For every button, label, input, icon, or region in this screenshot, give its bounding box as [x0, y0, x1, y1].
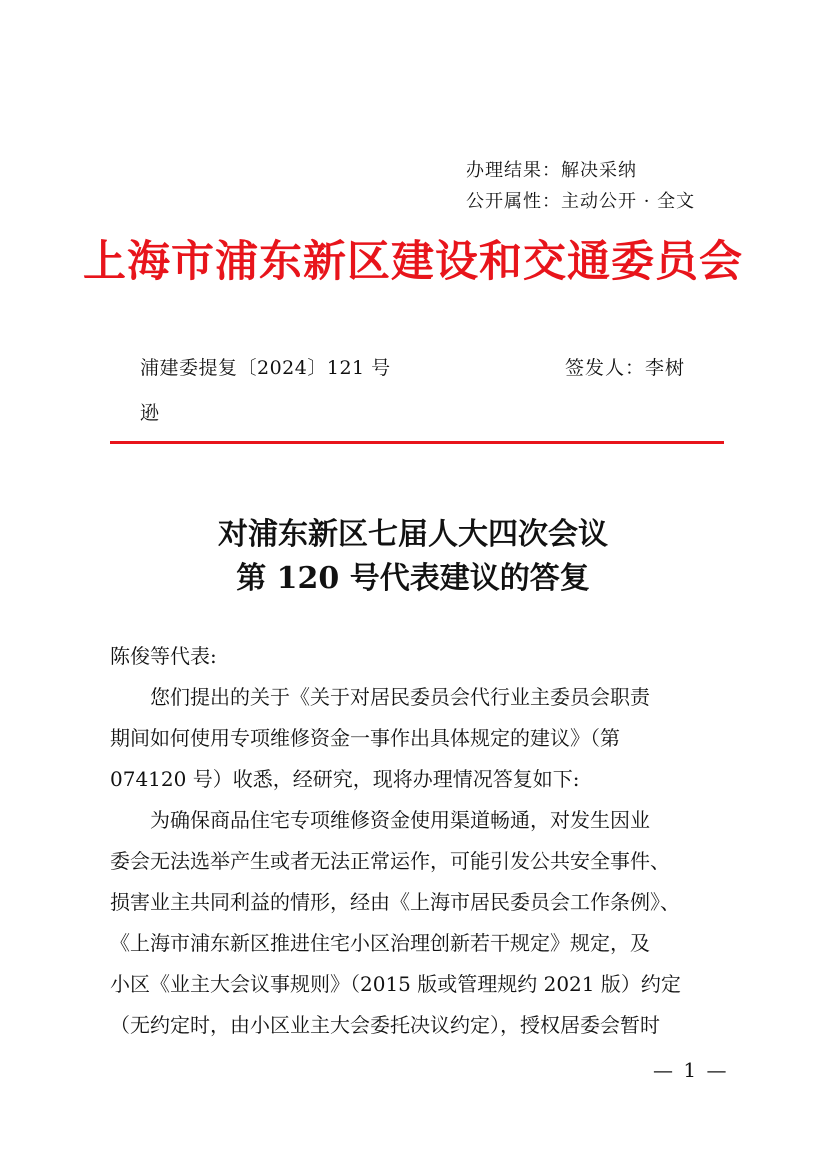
meta-result: 办理结果：解决采纳 [466, 160, 637, 181]
salutation: 陈俊等代表: [110, 644, 217, 668]
paragraph-line: 期间如何使用专项维修资金一事作出具体规定的建议》（第 [110, 726, 620, 750]
paragraph-line: 《上海市浦东新区推进住宅小区治理创新若干规定》规定，及 [110, 931, 650, 955]
meta-public: 公开属性：主动公开 · 全文 [466, 191, 696, 212]
page-number: — 1 — [653, 1058, 729, 1082]
paragraph-line: 小区《业主大会议事规则》（2015 版或管理规约 2021 版）约定 [110, 972, 681, 996]
paragraph-line: 您们提出的关于《关于对居民委员会代行业主委员会职责 [150, 685, 650, 709]
paragraph-line: 委会无法选举产生或者无法正常运作，可能引发公共安全事件、 [110, 849, 670, 873]
paragraph-line: 074120 号）收悉，经研究，现将办理情况答复如下: [110, 767, 580, 791]
signer: 签发人：李树 [565, 357, 686, 379]
signer-continuation: 逊 [140, 402, 160, 424]
paragraph-line: 为确保商品住宅专项维修资金使用渠道畅通，对发生因业 [150, 808, 650, 832]
paragraph-line: （无约定时，由小区业主大会委托决议约定），授权居委会暂时 [110, 1013, 660, 1037]
org-title: 上海市浦东新区建设和交通委员会 [83, 237, 743, 287]
red-divider [110, 441, 724, 444]
document-title-line1: 对浦东新区七届人大四次会议 [218, 517, 608, 552]
document-title-line2: 第 120 号代表建议的答复 [236, 561, 590, 596]
paragraph-line: 损害业主共同利益的情形，经由《上海市居民委员会工作条例》、 [110, 890, 680, 914]
document-number: 浦建委提复〔2024〕121 号 [140, 357, 391, 379]
